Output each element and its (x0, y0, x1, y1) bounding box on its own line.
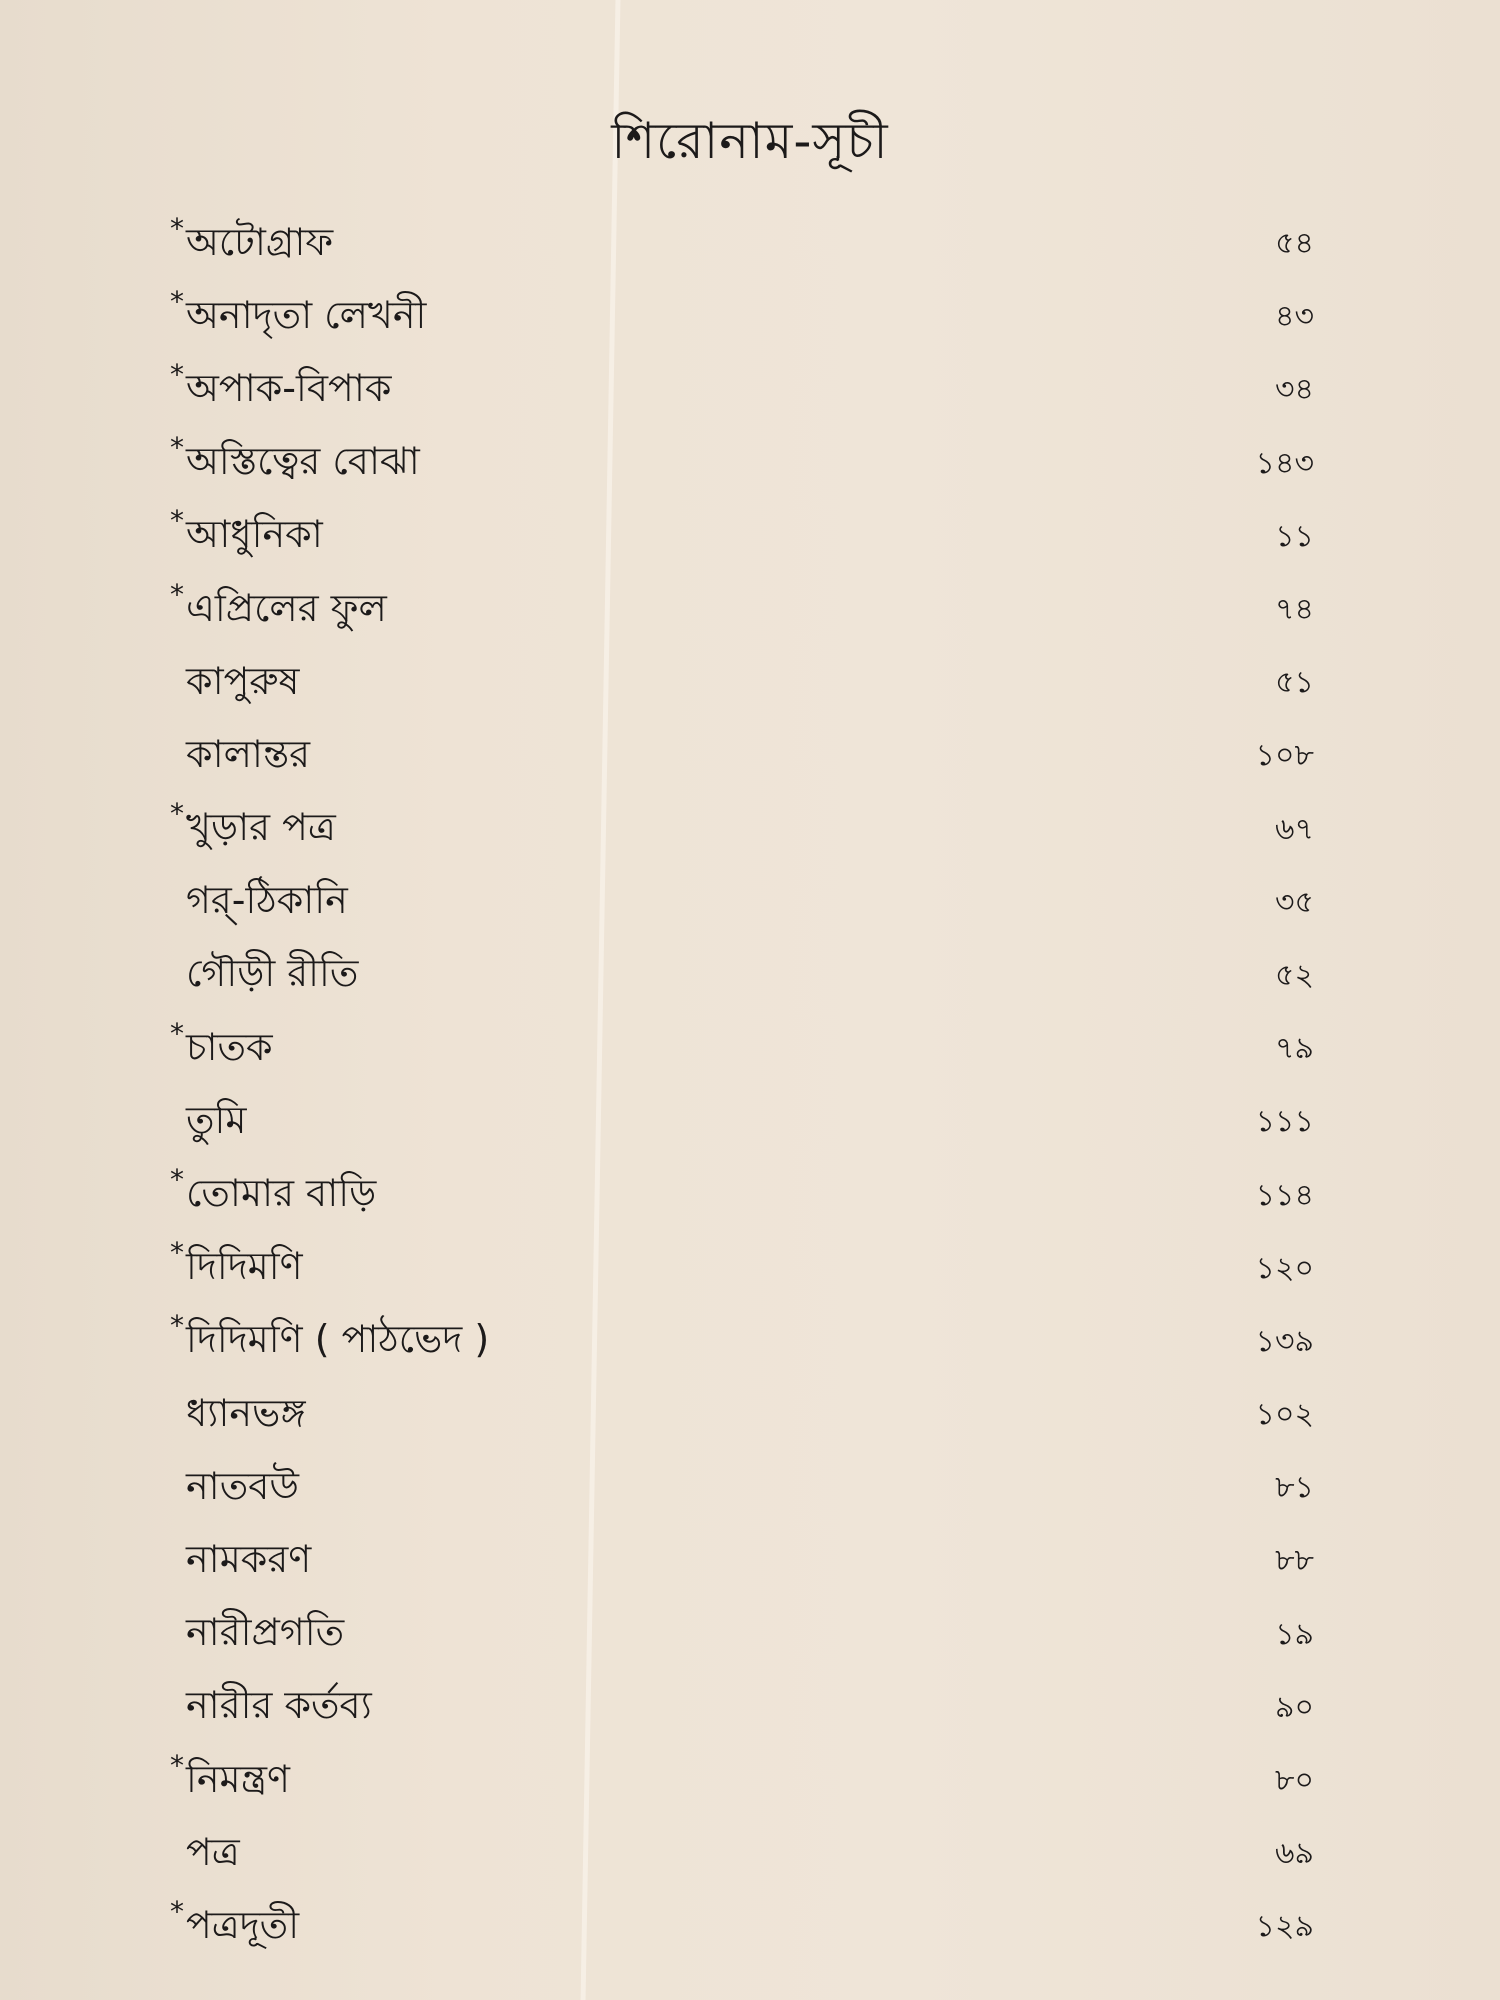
asterisk-mark: * (170, 504, 184, 538)
index-entry (170, 1159, 1318, 1232)
asterisk-mark: * (170, 211, 184, 245)
entry-title: নিমন্ত্রণ (186, 1756, 291, 1801)
entry-title: নারীপ্রগতি (186, 1610, 345, 1655)
entry-title-group (170, 652, 300, 716)
index-entry (170, 720, 1318, 793)
entry-title: তুমি (186, 1097, 247, 1142)
title-index-list (170, 208, 1318, 1965)
entry-page-number: ১১১ (1255, 1104, 1314, 1140)
asterisk-mark: * (170, 1163, 184, 1197)
asterisk-mark: * (170, 1236, 184, 1270)
entry-title: অপাক-বিপাক (186, 365, 392, 410)
entry-title: তোমার বাড়ি (186, 1171, 377, 1216)
entry-title-group (170, 725, 310, 789)
entry-title-group (170, 359, 391, 423)
entry-page-number: ১০২ (1255, 1397, 1314, 1433)
asterisk-mark: * (170, 1016, 184, 1050)
index-entry (170, 794, 1318, 867)
index-entry (170, 1452, 1318, 1525)
entry-title-group (170, 1457, 299, 1521)
entry-title: অটোগ্রাফ (186, 219, 334, 264)
index-entry (170, 1086, 1318, 1159)
asterisk-mark: * (170, 284, 184, 318)
entry-title: নারীর কর্তব্য (186, 1683, 372, 1728)
entry-title-group (170, 1310, 489, 1374)
asterisk-mark: * (170, 1748, 184, 1782)
entry-page-number: ৮৮ (1275, 1543, 1314, 1579)
entry-page-number: ১২০ (1255, 1250, 1314, 1286)
entry-page-number: ৩৪ (1275, 372, 1314, 408)
entry-title: এপ্রিলের ফুল (186, 585, 387, 630)
index-entry (170, 574, 1318, 647)
index-entry (170, 281, 1318, 354)
asterisk-mark: * (170, 797, 184, 831)
entry-title-group (170, 944, 358, 1008)
index-entry (170, 1818, 1318, 1891)
entry-page-number: ৭৯ (1275, 1031, 1314, 1067)
entry-title: দিদিমণি ( পাঠভেদ ) (186, 1317, 490, 1362)
index-entry (170, 354, 1318, 427)
page-title: শিরোনাম-সূচী (611, 112, 889, 170)
entry-title: গৌড়ী রীতি (186, 951, 359, 996)
index-entry (170, 1233, 1318, 1306)
asterisk-mark: * (170, 1894, 184, 1928)
entry-page-number: ১২৯ (1255, 1909, 1314, 1945)
entry-title-group (170, 1530, 311, 1594)
entry-page-number: ৩৫ (1275, 884, 1314, 920)
entry-title-group (170, 579, 387, 643)
index-entry (170, 1599, 1318, 1672)
entry-page-number: ১৯ (1275, 1616, 1314, 1652)
entry-title-group (170, 1018, 273, 1082)
entry-page-number: ১১ (1275, 518, 1314, 554)
entry-page-number: ৮১ (1275, 1470, 1314, 1506)
entry-title: পত্রদূতী (186, 1902, 300, 1947)
entry-title: কালান্তর (186, 731, 311, 776)
entry-page-number: ৫১ (1275, 665, 1314, 701)
entry-title: ধ্যানভঙ্গ (186, 1390, 306, 1435)
entry-title: গর্-ঠিকানি (186, 878, 348, 923)
entry-page-number: ১৩৯ (1255, 1323, 1314, 1359)
entry-page-number: ১১৪ (1255, 1177, 1314, 1213)
entry-title-group (170, 213, 333, 277)
entry-title: পত্র (186, 1829, 240, 1874)
entry-title-group (170, 432, 420, 496)
entry-page-number: ৪৩ (1275, 299, 1314, 335)
entry-page-number: ৮০ (1275, 1763, 1314, 1799)
entry-title-group (170, 1091, 246, 1155)
entry-page-number: ৯০ (1275, 1689, 1314, 1725)
entry-page-number: ৬৭ (1274, 811, 1314, 847)
index-entry (170, 1891, 1318, 1964)
entry-title-group (170, 1896, 299, 1960)
asterisk-mark: * (170, 1309, 184, 1343)
index-entry (170, 501, 1318, 574)
entry-page-number: ৭৪ (1275, 592, 1314, 628)
index-entry (170, 647, 1318, 720)
entry-title-group (170, 1676, 372, 1740)
entry-title-group (170, 798, 336, 862)
entry-title-group (170, 871, 348, 935)
entry-title-group (170, 505, 323, 569)
index-entry (170, 1745, 1318, 1818)
entry-page-number: ১৪৩ (1255, 445, 1314, 481)
entry-title: আধুনিকা (186, 512, 323, 557)
entry-title-group (170, 1164, 376, 1228)
entry-title: কাপুরুষ (186, 658, 300, 703)
index-entry (170, 1013, 1318, 1086)
asterisk-mark: * (170, 577, 184, 611)
entry-page-number: ৬৯ (1275, 1836, 1314, 1872)
entry-title: অস্তিত্বের বোঝা (186, 439, 420, 484)
index-entry (170, 1525, 1318, 1598)
index-entry (170, 1672, 1318, 1745)
index-entry (170, 867, 1318, 940)
entry-page-number: ১০৮ (1255, 738, 1314, 774)
entry-title: নাতবউ (186, 1463, 299, 1508)
asterisk-mark: * (170, 431, 184, 465)
index-entry (170, 940, 1318, 1013)
entry-page-number: ৫২ (1275, 957, 1314, 993)
entry-title-group (170, 286, 426, 350)
index-entry (170, 1379, 1318, 1452)
entry-title-group (170, 1823, 240, 1887)
index-entry (170, 428, 1318, 501)
entry-title: দিদিমণি (186, 1244, 303, 1289)
entry-title-group (170, 1750, 290, 1814)
entry-page-number: ৫৪ (1275, 226, 1314, 262)
entry-title-group (170, 1603, 344, 1667)
index-entry (170, 1306, 1318, 1379)
entry-title: চাতক (186, 1024, 273, 1069)
entry-title: খুড়ার পত্র (186, 805, 336, 850)
entry-title-group (170, 1384, 306, 1448)
entry-title: নামকরণ (186, 1536, 312, 1581)
index-entry (170, 208, 1318, 281)
asterisk-mark: * (170, 357, 184, 391)
entry-title: অনাদৃতা লেখনী (186, 292, 427, 337)
entry-title-group (170, 1237, 303, 1301)
